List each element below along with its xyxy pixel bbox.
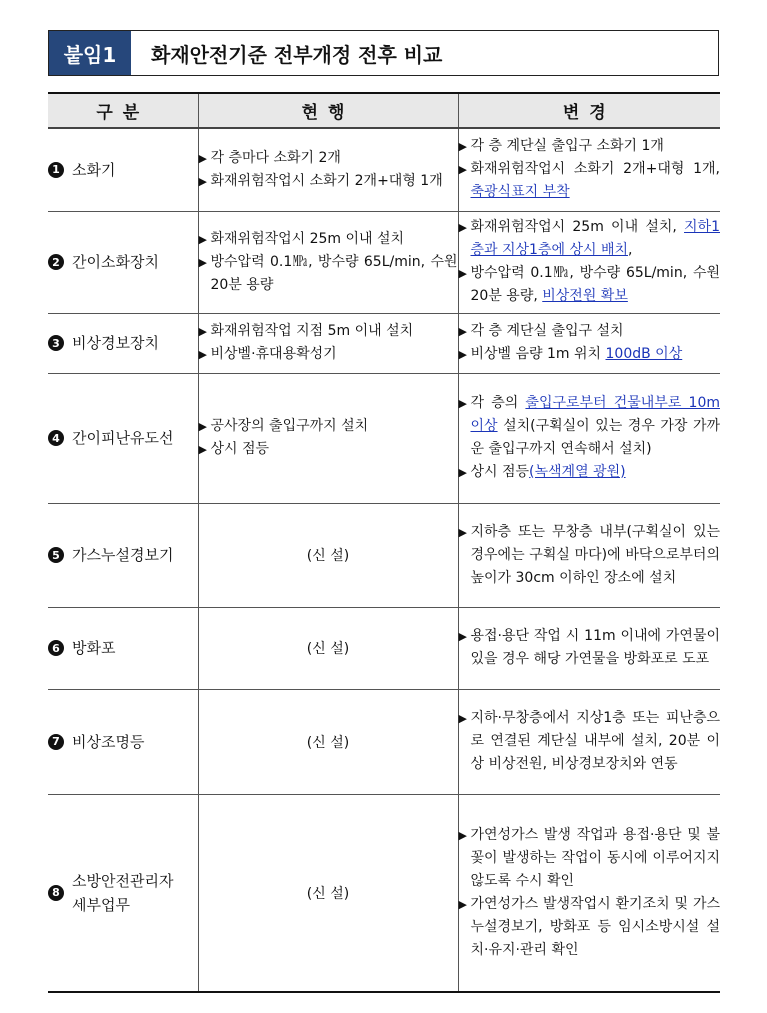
bullet-text: 방수압력 0.1㎫, 방수량 65L/min, 수원 20분 용량 — [210, 253, 458, 293]
triangle-bullet-icon: ▶ — [198, 325, 207, 338]
triangle-bullet-icon: ▶ — [458, 525, 467, 539]
new-provision-cell: (신 설) — [198, 689, 458, 794]
text-segment: 각 층의 — [470, 395, 526, 411]
triangle-bullet-icon: ▶ — [198, 174, 207, 188]
bullet-item — [459, 461, 721, 484]
current-cell — [198, 373, 458, 503]
change-cell — [458, 607, 720, 689]
underlined-change-text: 출입구로부터 건물내부로 10m 이상 — [470, 395, 720, 434]
category-label: 세부업무 — [72, 895, 130, 914]
bullet-text: 공사장의 출입구까지 설치 — [210, 418, 369, 434]
circled-number-icon: 4 — [48, 430, 64, 446]
text-segment: 방수압력 0.1㎫, 방수량 65L/min, 수원 20분 용량, — [470, 265, 720, 304]
triangle-bullet-icon: ▶ — [198, 151, 207, 165]
triangle-bullet-icon: ▶ — [458, 325, 467, 338]
bullet-item — [459, 158, 721, 204]
category-label: 방화포 — [72, 639, 116, 657]
category-label: 간이소화장치 — [72, 253, 159, 271]
change-cell — [458, 794, 720, 992]
category-cell — [48, 313, 198, 373]
triangle-bullet-icon: ▶ — [458, 630, 467, 643]
bullet-item — [459, 392, 721, 461]
underlined-change-text: 축광식표지 부착 — [470, 184, 570, 201]
bullet-text — [471, 392, 721, 461]
text-segment: 상시 점등 — [470, 464, 530, 480]
triangle-bullet-icon: ▶ — [458, 828, 467, 842]
category-label: 비상경보장치 — [72, 334, 159, 352]
circled-number-icon: 7 — [48, 734, 64, 750]
bullet-item — [199, 170, 458, 193]
bullet-text: 비상벨·휴대용확성기 — [210, 346, 337, 362]
bullet-item — [459, 262, 721, 308]
bullet-text: 화재위험작업시 소화기 2개+대형 1개 — [210, 172, 443, 189]
triangle-bullet-icon: ▶ — [458, 163, 467, 177]
change-cell — [458, 211, 720, 313]
change-cell — [458, 313, 720, 373]
triangle-bullet-icon: ▶ — [198, 348, 207, 361]
triangle-bullet-icon: ▶ — [458, 397, 467, 410]
bullet-item — [199, 438, 458, 461]
bullet-item — [199, 147, 458, 170]
triangle-bullet-icon: ▶ — [198, 232, 207, 246]
text-segment: 비상벨 음량 1m 위치 — [470, 346, 606, 362]
underlined-change-text: (녹색계열 광원) — [529, 464, 626, 480]
text-segment: 설치(구획실이 있는 경우 가장 가까운 출입구까지 연속해서 설치) — [470, 418, 720, 457]
triangle-bullet-icon: ▶ — [458, 466, 467, 479]
change-cell — [458, 128, 720, 211]
bullet-text: 화재위험작업시 25m 이내 설치 — [210, 230, 405, 247]
category-label: 비상조명등 — [72, 732, 145, 751]
circled-number-icon: 5 — [48, 547, 64, 563]
category-label: 간이피난유도선 — [72, 429, 174, 447]
triangle-bullet-icon: ▶ — [458, 140, 467, 154]
new-provision-cell: (신 설) — [198, 607, 458, 689]
header-change: 변경 — [458, 93, 720, 128]
new-provision-cell: (신 설) — [198, 794, 458, 992]
underlined-change-text: 100dB 이상 — [605, 346, 683, 362]
bullet-item — [459, 135, 721, 158]
current-cell — [198, 128, 458, 211]
bullet-text — [471, 625, 721, 671]
bullet-text — [471, 216, 721, 262]
bullet-text — [471, 824, 721, 893]
triangle-bullet-icon: ▶ — [458, 267, 467, 280]
bullet-item — [459, 893, 721, 962]
underlined-change-text: 비상전원 확보 — [542, 288, 628, 304]
triangle-bullet-icon: ▶ — [198, 420, 207, 433]
text-segment: 지하·무창층에서 지상1층 또는 피난층으로 연결된 계단실 내부에 설치, 20분 이상 비상전원, 비상경보장치와 연동 — [470, 710, 720, 772]
text-segment: 각 층 계단실 출입구 설치 — [470, 323, 624, 339]
bullet-text — [471, 707, 721, 776]
document-title: 화재안전기준 전부개정 전후 비교 — [151, 42, 443, 67]
triangle-bullet-icon: ▶ — [458, 348, 467, 361]
bullet-text — [471, 893, 721, 962]
comparison-table — [48, 92, 720, 993]
underlined-change-text: 지하1층과 지상1층에 상시 배치 — [470, 219, 720, 258]
bullet-text: 상시 점등 — [210, 441, 270, 457]
current-cell — [198, 211, 458, 313]
circled-number-icon: 3 — [48, 335, 64, 351]
category-cell — [48, 373, 198, 503]
text-segment: 화재위험작업시 소화기 2개+대형 1개, — [470, 161, 720, 178]
text-segment: 지하층 또는 무창층 내부(구획실이 있는 경우에는 구획실 마다)에 바닥으로부터의 높이가 30cm 이하인 장소에 설치 — [470, 523, 720, 586]
category-cell — [48, 689, 198, 794]
attachment-badge: 붙임1 — [49, 31, 131, 75]
bullet-item — [459, 343, 721, 366]
category-label: 소화기 — [72, 160, 116, 179]
table-row — [48, 313, 720, 373]
bullet-item — [199, 228, 458, 251]
table-row — [48, 607, 720, 689]
text-segment: 가연성가스 발생 작업과 용접·용단 및 불꽃이 발생하는 작업이 동시에 이루어지지 않도록 수시 확인 — [470, 826, 720, 889]
bullet-text: 각 층마다 소화기 2개 — [210, 149, 341, 166]
text-segment: 화재위험작업시 25m 이내 설치, — [470, 219, 685, 235]
bullet-item — [199, 343, 458, 366]
title-box — [48, 30, 719, 76]
category-cell — [48, 794, 198, 992]
circled-number-icon: 8 — [48, 885, 64, 901]
bullet-text — [471, 135, 721, 158]
bullet-item — [199, 415, 458, 438]
header-category: 구분 — [48, 93, 198, 128]
bullet-item — [459, 824, 721, 893]
bullet-item — [459, 625, 721, 671]
current-cell — [198, 313, 458, 373]
table-row — [48, 373, 720, 503]
circled-number-icon: 6 — [48, 640, 64, 656]
bullet-text — [471, 343, 721, 366]
text-segment: 가연성가스 발생작업시 환기조치 및 가스누설경보기, 방화포 등 임시소방시설 설치·유지·관리 확인 — [470, 895, 720, 958]
category-label: 소방안전관리자 — [72, 871, 174, 890]
table-row — [48, 211, 720, 313]
bullet-text — [471, 262, 721, 308]
change-cell — [458, 689, 720, 794]
bullet-text — [471, 158, 721, 204]
change-cell — [458, 503, 720, 607]
triangle-bullet-icon: ▶ — [198, 255, 207, 269]
table-row — [48, 689, 720, 794]
new-provision-cell: (신 설) — [198, 503, 458, 607]
triangle-bullet-icon: ▶ — [198, 443, 207, 456]
bullet-text — [471, 521, 721, 590]
header-current: 현행 — [198, 93, 458, 128]
table-row — [48, 794, 720, 992]
text-segment: 용접·용단 작업 시 11m 이내에 가연물이 있을 경우 해당 가연물을 방화포로 도포 — [470, 628, 720, 667]
circled-number-icon: 1 — [48, 162, 64, 178]
text-segment: 각 층 계단실 출입구 소화기 1개 — [470, 138, 664, 155]
bullet-item — [459, 707, 721, 776]
bullet-text — [471, 461, 721, 484]
table-row — [48, 128, 720, 211]
category-cell — [48, 128, 198, 211]
bullet-item — [459, 216, 721, 262]
bullet-text — [471, 320, 721, 343]
category-cell — [48, 211, 198, 313]
change-cell — [458, 373, 720, 503]
text-segment: , — [628, 242, 633, 258]
category-cell — [48, 607, 198, 689]
category-label: 가스누설경보기 — [72, 546, 174, 564]
bullet-text: 화재위험작업 지점 5m 이내 설치 — [210, 323, 414, 339]
triangle-bullet-icon: ▶ — [458, 897, 467, 911]
circled-number-icon: 2 — [48, 254, 64, 270]
category-cell — [48, 503, 198, 607]
bullet-item — [199, 251, 458, 297]
bullet-item — [459, 320, 721, 343]
bullet-item — [459, 521, 721, 590]
table-header-row — [48, 93, 720, 128]
table-row — [48, 503, 720, 607]
bullet-item — [199, 320, 458, 343]
triangle-bullet-icon: ▶ — [458, 221, 467, 234]
triangle-bullet-icon: ▶ — [458, 712, 467, 725]
